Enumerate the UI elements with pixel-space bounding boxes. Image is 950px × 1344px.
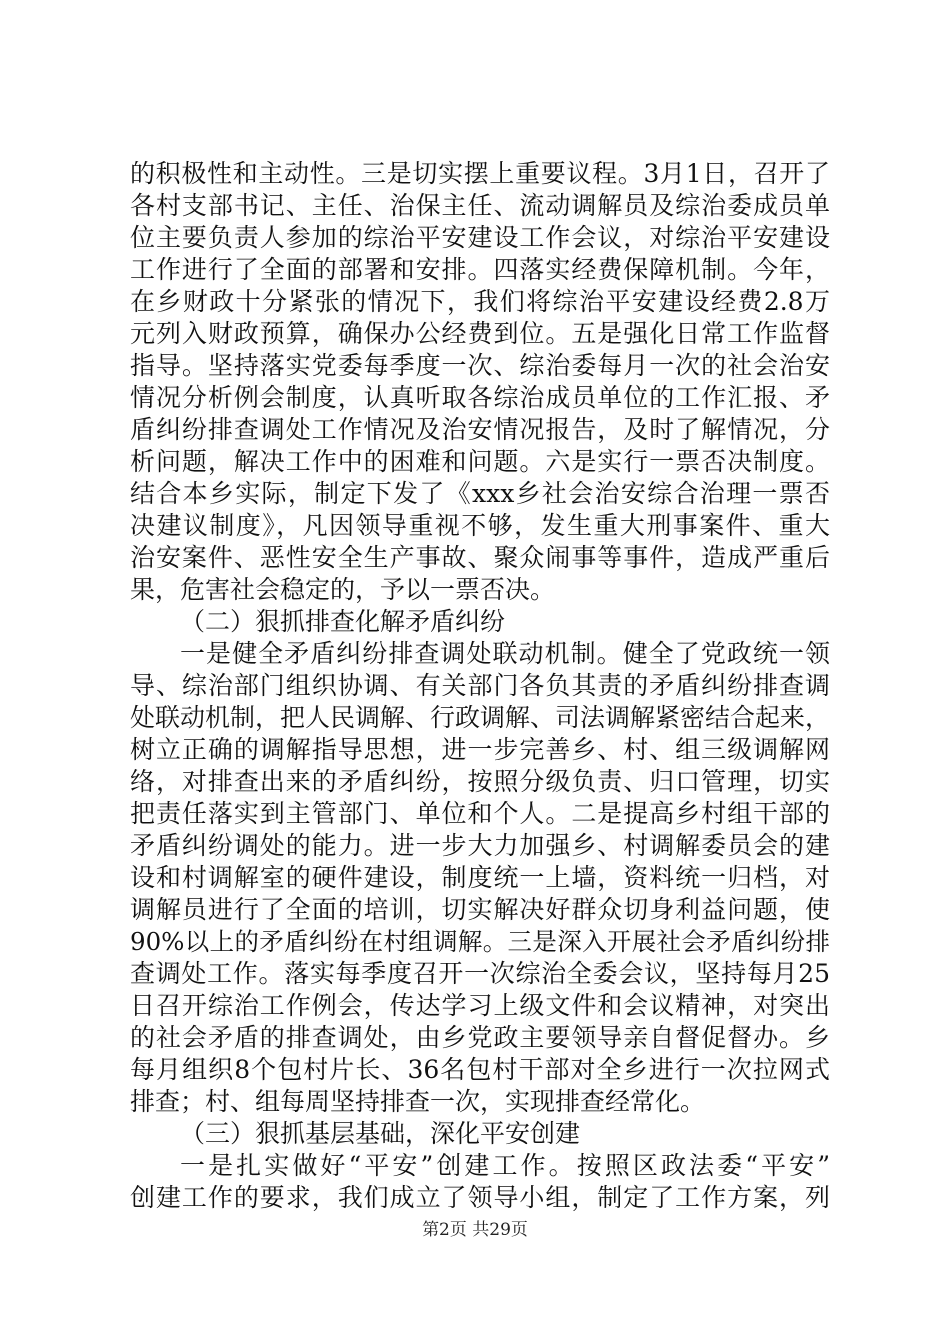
paragraph-line: 处联动机制，把人民调解、行政调解、司法调解紧密结合起来， — [130, 703, 831, 732]
paragraph-line: 的社会矛盾的排查调处，由乡党政主要领导亲自督促督办。乡 — [130, 1023, 830, 1052]
paragraph-line: 矛盾纠纷调处的能力。进一步大力加强乡、村调解委员会的建 — [130, 831, 830, 860]
paragraph-line: 一是扎实做好“平安”创建工作。按照区政法委“平安” — [180, 1151, 830, 1180]
paragraph-line: 工作进行了全面的部署和安排。四落实经费保障机制。今年， — [130, 255, 830, 284]
paragraph-line: 盾纠纷排查调处工作情况及治安情况报告，及时了解情况，分 — [130, 415, 830, 444]
paragraph-line: 果，危害社会稳定的，予以一票否决。 — [130, 575, 556, 604]
paragraph-line: 决建议制度》，凡因领导重视不够，发生重大刑事案件、重大 — [130, 511, 830, 540]
document-body — [130, 158, 830, 1214]
paragraph-line: 情况分析例会制度，认真听取各综治成员单位的工作汇报、矛 — [130, 383, 830, 412]
paragraph-line: 调解员进行了全面的培训，切实解决好群众切身利益问题，使 — [130, 895, 830, 924]
paragraph-line: 每月组织8个包村片长、36名包村干部对全乡进行一次拉网式 — [130, 1055, 830, 1084]
paragraph-line: 导、综治部门组织协调、有关部门各负其责的矛盾纠纷排查调 — [130, 671, 830, 700]
paragraph-line: 日召开综治工作例会，传达学习上级文件和会议精神，对突出 — [130, 991, 830, 1020]
paragraph-line: 元列入财政预算，确保办公经费到位。五是强化日常工作监督 — [130, 319, 830, 348]
page-footer: 第2页 共29页 — [422, 1220, 528, 1240]
paragraph-line: 设和村调解室的硬件建设，制度统一上墙，资料统一归档，对 — [130, 863, 830, 892]
paragraph-line: 治安案件、恶性安全生产事故、聚众闹事等事件，造成严重后 — [130, 543, 830, 572]
paragraph-line: 创建工作的要求，我们成立了领导小组，制定了工作方案，列 — [130, 1183, 830, 1212]
section-heading: （三）狠抓基层基础，深化平安创建 — [180, 1119, 581, 1148]
paragraph-line: 各村支部书记、主任、治保主任、流动调解员及综治委成员单 — [130, 191, 830, 220]
paragraph-line: 一是健全矛盾纠纷排查调处联动机制。健全了党政统一领 — [180, 639, 830, 668]
paragraph-line: 把责任落实到主管部门、单位和个人。二是提高乡村组干部的 — [130, 799, 830, 828]
paragraph-line: 指导。坚持落实党委每季度一次、综治委每月一次的社会治安 — [130, 351, 830, 380]
paragraph-line: 查调处工作。落实每季度召开一次综治全委会议，坚持每月25 — [130, 959, 830, 988]
paragraph-line: 络，对排查出来的矛盾纠纷，按照分级负责、归口管理，切实 — [130, 767, 830, 796]
paragraph-line: 析问题，解决工作中的困难和问题。六是实行一票否决制度。 — [130, 447, 830, 476]
section-heading: （二）狠抓排查化解矛盾纠纷 — [180, 607, 506, 636]
paragraph-line: 位主要负责人参加的综治平安建设工作会议，对综治平安建设 — [130, 223, 830, 252]
paragraph-line: 树立正确的调解指导思想，进一步完善乡、村、组三级调解网 — [130, 735, 830, 764]
paragraph-line: 90%以上的矛盾纠纷在村组调解。三是深入开展社会矛盾纠纷排 — [130, 927, 830, 956]
paragraph-line: 在乡财政十分紧张的情况下，我们将综治平安建设经费2.8万 — [130, 287, 830, 316]
paragraph-line: 的积极性和主动性。三是切实摆上重要议程。3月1日，召开了 — [130, 159, 830, 188]
paragraph-line: 排查；村、组每周坚持排查一次，实现排查经常化。 — [130, 1087, 706, 1116]
paragraph-line: 结合本乡实际，制定下发了《xxx乡社会治安综合治理一票否 — [130, 479, 830, 508]
